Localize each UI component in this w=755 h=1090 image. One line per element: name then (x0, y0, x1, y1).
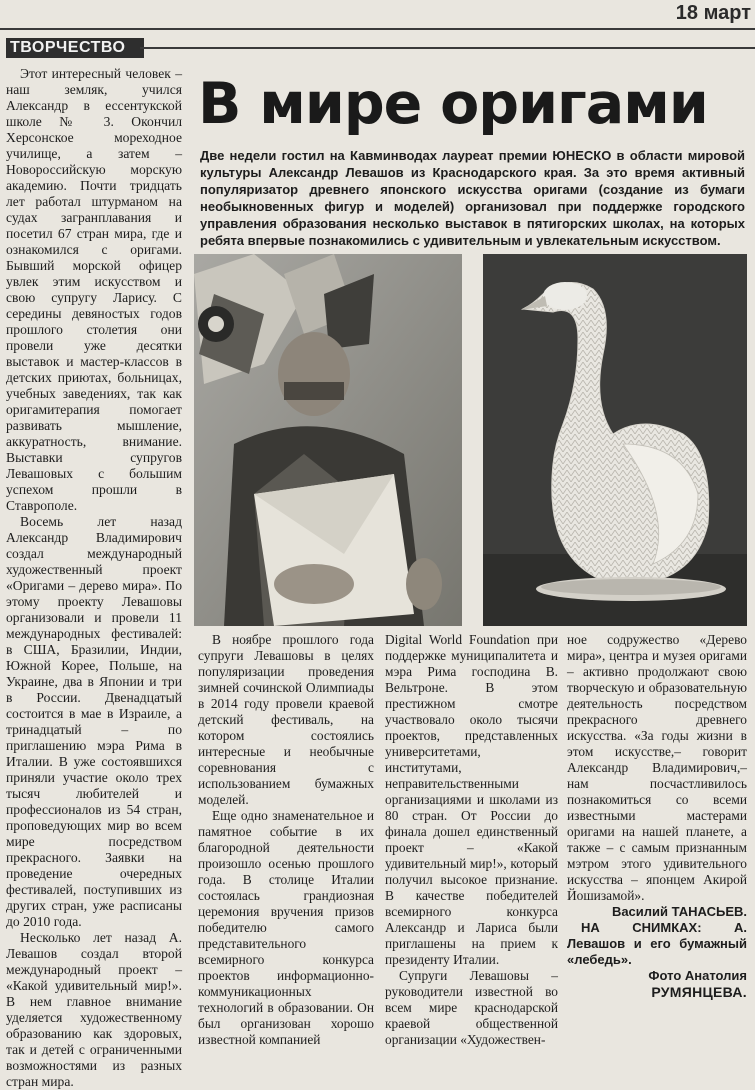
photo-caption: НА СНИМКАХ: А. Левашов и его бумажный «лебедь». (567, 920, 747, 967)
column-paragraph: Супруги Левашовы – руководители известной во всем мире краснодарской краевой общественной организации «Художествен- (385, 968, 558, 1047)
article-lead: Две недели гостил на Кавминводах лауреат премии ЮНЕСКО в области мировой культуры Александр Левашов из Краснодарского края. За это время активный популяризатор древнего японского искусства оригами (создание из бумаги необыкновенных фигур и моделей) организовал при поддержке городского управления образования несколько выставок в пятигорских школах, на которых ребята впервые познакомились с удивительным и увлекательным искусством. (200, 148, 745, 248)
left-paragraph: Этот интересный человек – наш земляк, учился Александр в ессентукской школе № 3. Окончил Херсонское мореходное училище, а затем – Новороссийскую морскую академию. Почти тридцать лет работал штурманом на судах загранплавания и посетил 67 стран мира, где и ознакомился с оригами. Бывший морской офицер увлек этим искусством и свою супругу Ларису. С середины девяностых годов прошлого столетия они провели уже десятки выставок и мастер-классов в детских приютах, больницах, учебных заведениях, так как оригамитерапия помогает развивать мышление, аккуратность, внимание. Выставки супругов Левашовых с большим успехом прошли в Ставрополе. (6, 66, 182, 513)
photo-credit (567, 968, 747, 1001)
section-rubric: ТВОРЧЕСТВО (6, 38, 144, 58)
left-column (6, 66, 182, 1090)
column-paragraph: Еще одно знаменательное и памятное событие в их благородной деятельности произошло осенью прошлого года. В столице Италии состоялась грандиозная церемония вручения призов победителю самого представительного всемирного конкурса проектов информационно-коммуникационных технологий в образовании. Он был организован хорошо известной компанией (198, 808, 374, 1047)
left-paragraph: Несколько лет назад А. Левашов создал второй международный проект – «Какой удивительный мир!». В нем главное внимание уделяется художественному образованию как здоровых, так и детей с ограниченными возможностями из разных стран мира. (6, 930, 182, 1089)
article-column-1 (198, 632, 374, 1048)
photo-paper-swan-image (483, 254, 747, 626)
article-column-3 (567, 632, 747, 1001)
photo-credit-label: Фото Анатолия (648, 968, 747, 983)
column-paragraph: В ноябре прошлого года супруги Левашовы в целях популяризации проведения зимней сочинской Олимпиады в 2014 году провели краевой детский фестиваль, на котором состоялись интересные и необычные соревнования с использованием бумажных моделей. (198, 632, 374, 807)
article-column-2 (385, 632, 558, 1048)
author-signature: Василий ТАНАСЬЕВ. (611, 904, 747, 919)
column-paragraph: ное содружество «Дерево мира», центра и музея оригами – активно продолжают свою творческую и образовательную деятельность посредством прекрасного древнего искусства. «За годы жизни в этом искусстве,– говорит Александр Владимирович,– нам посчастливилось познакомиться со всеми известными мастерами оригами на нашей планете, а также – с самым признанным мэтром этого удивительного искусства – японцем Акирой Йошизамой». (567, 632, 747, 903)
photo-paper-swan (483, 254, 747, 626)
header-rule (0, 28, 755, 30)
left-paragraph: Восемь лет назад Александр Владимирович создал международный художественный проект «Оригами – дерево мира». По этому проекту Левашовы организовали и провели 11 международных фестивалей: в США, Бразилии, Индии, Южной Корее, Польше, на Украине, два в Японии и три в России. Двенадцатый состоится в мае в Израиле, а тринадцатый – по приглашению мэра Рима в Италии. В уже состоявшихся приняли участие около трех тысяч любителей и профессионалов из 54 стран, проповедующих мир во всем мире посредством прекрасного. Заявки на проведение очередных фестивалей, поступивших из других стран, уже расписаны до 2010 года. (6, 514, 182, 929)
photo-origami-artist (194, 254, 462, 626)
photographer-name: РУМЯНЦЕВА. (651, 984, 747, 1000)
issue-date: 18 март (675, 2, 751, 24)
article-headline: В мире оригами (198, 71, 708, 137)
rubric-rule (140, 47, 755, 49)
page-header (0, 0, 755, 30)
photo-origami-artist-image (194, 254, 462, 626)
column-paragraph: Digital World Foundation при поддержке муниципалитета и мэра Рима господина В. Вельтроне. В этом престижном смотре участвовало около тысячи проектов, представленных университетами, институтами, неправительственными организациями и школами из 80 стран. От России до финала дошел единственный проект – «Какой удивительный мир!», который получил высокое признание. В качестве победителей всемирного конкурса Александр и Лариса были приглашены на прием к президенту Италии. (385, 632, 558, 967)
